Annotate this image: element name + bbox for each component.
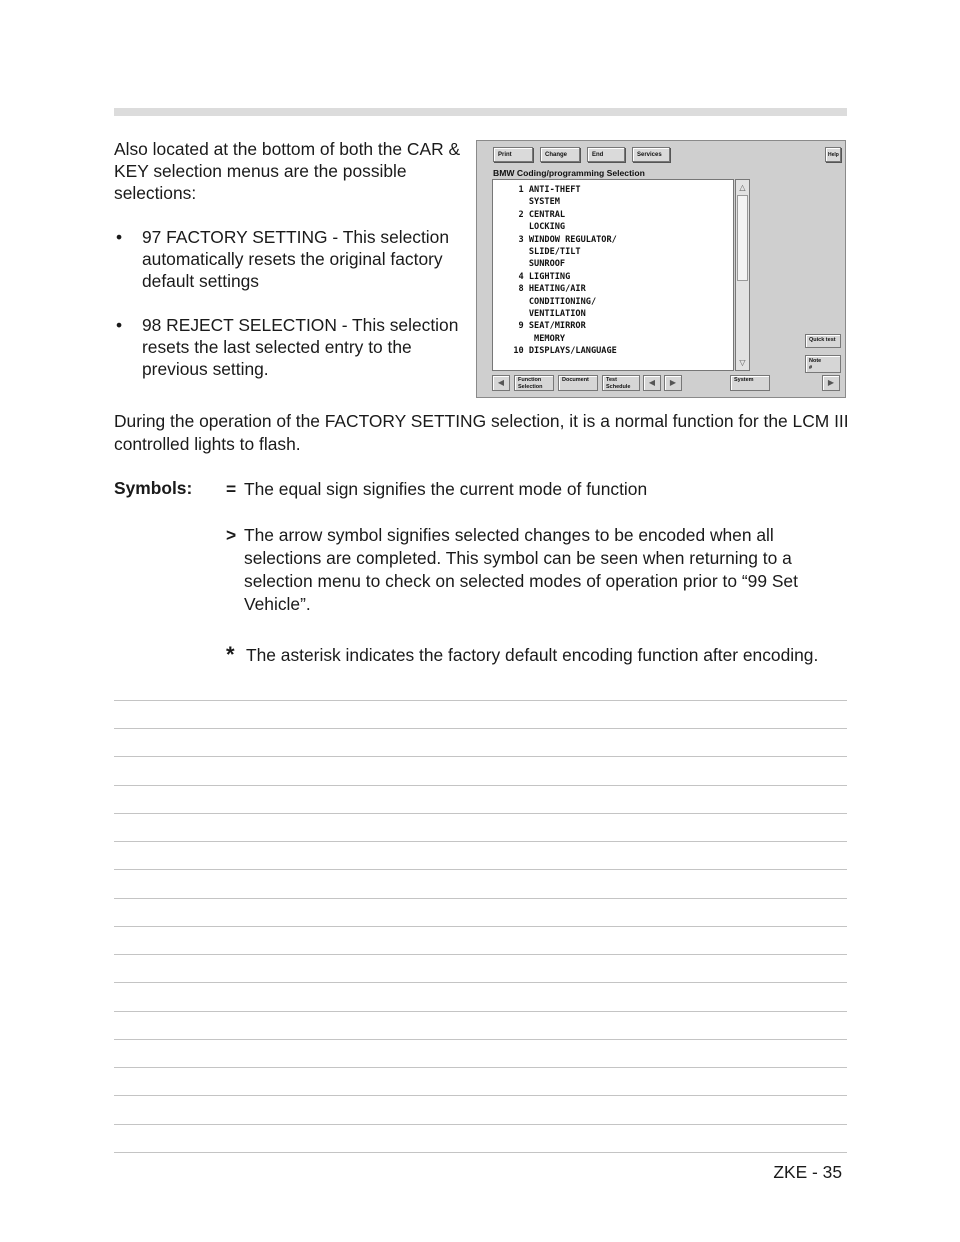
note-line xyxy=(114,813,847,814)
help-button[interactable]: Help xyxy=(825,147,841,162)
note-line xyxy=(114,1095,847,1096)
list-scrollbar[interactable] xyxy=(735,179,750,371)
equal-mark: = xyxy=(226,479,237,499)
note-line xyxy=(114,841,847,842)
list-item[interactable]: 4 LIGHTING xyxy=(503,271,571,282)
list-item[interactable]: MEMORY xyxy=(503,333,566,344)
bullet-factory-setting: • 97 FACTORY SETTING - This selection automatically resets the original factory default settings xyxy=(114,226,466,292)
symbol-equal xyxy=(226,478,851,501)
intro-section xyxy=(114,138,466,402)
page-number: ZKE - 35 xyxy=(773,1162,842,1182)
note-line xyxy=(114,869,847,870)
end-button[interactable]: End xyxy=(587,147,625,162)
function-selection-button[interactable]: Function Selection xyxy=(514,375,554,391)
symbol-asterisk xyxy=(226,644,851,667)
note-line xyxy=(114,926,847,927)
note-line xyxy=(114,954,847,955)
next-arrow-icon[interactable]: ▶ xyxy=(664,375,682,391)
note-button[interactable]: Note # xyxy=(805,355,841,373)
list-item[interactable]: VENTILATION xyxy=(503,309,586,319)
change-button[interactable]: Change xyxy=(540,147,580,162)
scroll-down-icon[interactable]: ▽ xyxy=(739,358,746,367)
note-line xyxy=(114,728,847,729)
symbol-description: The arrow symbol signifies selected changes to be encoded when all selections are completed. This symbol can be seen when returning to a selection menu to check on selected modes of operation prior to “99 Set Vehicle”. xyxy=(244,525,798,614)
coding-screenshot xyxy=(476,140,846,398)
test-schedule-button[interactable]: Test Schedule xyxy=(602,375,640,391)
list-item[interactable]: SLIDE/TILT xyxy=(503,247,581,257)
arrow-mark: > xyxy=(226,525,237,545)
scroll-thumb[interactable] xyxy=(737,195,748,281)
list-item[interactable]: 8 HEATING/AIR xyxy=(503,284,586,295)
list-item[interactable]: 10 DISPLAYS/LANGUAGE xyxy=(503,346,617,357)
note-line xyxy=(114,1011,847,1012)
list-item[interactable]: CONDITIONING/ xyxy=(503,296,597,307)
bullet-reject-selection: • 98 REJECT SELECTION - This selection resets the last selected entry to the previous setting. xyxy=(114,314,466,380)
intro-lead: Also located at the bottom of both the CAR & KEY selection menus are the possible selections: xyxy=(114,139,461,203)
symbols-label: Symbols: xyxy=(114,478,193,498)
system-button[interactable]: System xyxy=(730,375,770,391)
note-line xyxy=(114,1039,847,1040)
screen-title: BMW Coding/programming Selection xyxy=(493,168,645,178)
forward-arrow-icon[interactable]: ▶ xyxy=(822,375,840,391)
list-item[interactable]: SUNROOF xyxy=(503,259,566,270)
note-line xyxy=(114,756,847,757)
note-line xyxy=(114,700,847,701)
prev-arrow-icon[interactable]: ◀ xyxy=(643,375,661,391)
note-line xyxy=(114,1152,847,1153)
symbol-description: The equal sign signifies the current mode of function xyxy=(244,479,648,499)
list-item[interactable]: LOCKING xyxy=(503,222,566,233)
asterisk-mark: * xyxy=(226,642,235,667)
selection-list xyxy=(492,179,734,371)
note-line xyxy=(114,898,847,899)
scroll-up-icon[interactable]: △ xyxy=(739,183,746,192)
list-item[interactable]: SYSTEM xyxy=(503,197,560,208)
symbol-description: The asterisk indicates the factory default encoding function after encoding. xyxy=(246,645,819,665)
note-line xyxy=(114,982,847,983)
bullet-list xyxy=(114,226,466,380)
factory-setting-note: During the operation of the FACTORY SETTING selection, it is a normal function for the LCM III controlled lights to flash. xyxy=(114,411,849,454)
list-item[interactable]: 2 CENTRAL xyxy=(503,209,566,220)
note-line xyxy=(114,1067,847,1068)
note-line xyxy=(114,785,847,786)
list-item[interactable]: 1 ANTI-THEFT xyxy=(503,185,581,195)
back-arrow-icon[interactable]: ◀ xyxy=(492,375,510,391)
quick-test-button[interactable]: Quick test xyxy=(805,334,841,348)
print-button[interactable]: Print xyxy=(493,147,533,162)
document-button[interactable]: Document xyxy=(558,375,598,391)
note-line xyxy=(114,1124,847,1125)
list-item[interactable]: 9 SEAT/MIRROR xyxy=(503,321,586,332)
list-item[interactable]: 3 WINDOW REGULATOR/ xyxy=(503,234,617,245)
header-bar xyxy=(114,108,847,116)
symbol-arrow xyxy=(226,524,851,616)
services-button[interactable]: Services xyxy=(632,147,670,162)
